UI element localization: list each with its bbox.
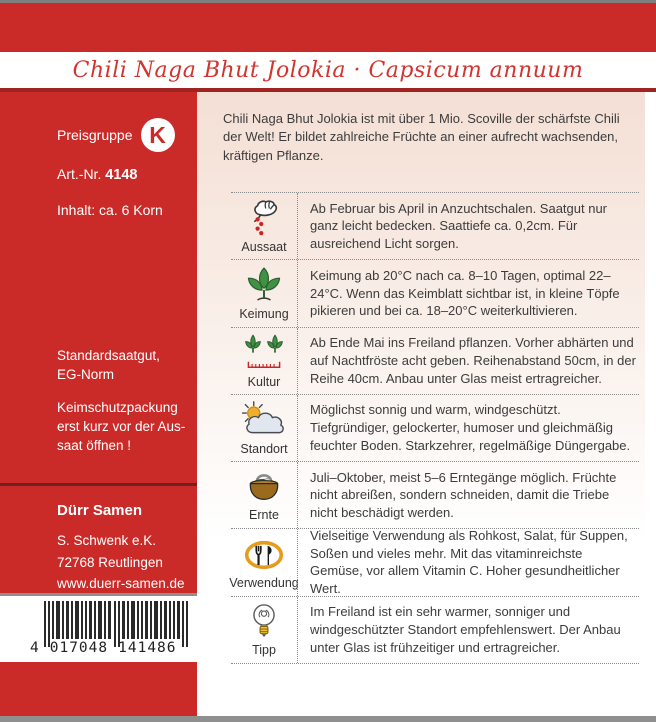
icon-cell [231,395,297,461]
address-line: 72768 Reutlingen [57,554,163,570]
icon-cell [231,529,297,595]
left-sidebar [0,92,197,716]
barcode-digit-group: 4 [30,640,40,656]
row-label: Kultur [247,374,281,389]
germ-protection-line: erst kurz vor der Aus- [57,419,186,434]
intro-paragraph: Chili Naga Bhut Jolokia ist mit über 1 Mio. Scoville der schärfste Chili der Welt! Er bildet zahlreiche Früchte an einer aufrecht wachsenden, kräftigen Pflanze. [223,111,620,163]
icon-cell [231,260,297,326]
address-line: S. Schwenk e.K. [57,533,157,548]
germ-protection-line: saat öffnen ! [57,438,132,453]
barcode-digit-group: 017048 [49,640,109,656]
title-band [0,52,656,88]
row-text: Keimung ab 20°C nach ca. 8–10 Tagen, optimal 22–24°C. Wenn das Keimblatt sichtbar ist, in kleine Töpfe pikieren und bei ca. 18–20°C weiterkultivieren. [310,267,620,319]
bottom-gray-strip [0,716,656,722]
row-label: Ernte [249,508,279,523]
table-row-ernte [231,462,639,529]
row-label: Verwendung [229,575,299,590]
brand-address [57,530,185,595]
row-label: Keimung [239,307,289,322]
brand-name: Dürr Samen [57,502,143,519]
price-group-label: Preisgruppe [57,127,133,143]
row-text-cell [297,529,639,595]
row-text: Im Freiland ist ein sehr warmer, sonniger und windgeschützter Standort empfehlenswert. Der Anbau unter Glas ist frühzeitiger und ertragreicher. [310,604,621,655]
icon-cell [231,597,297,663]
table-row-tipp [231,597,639,664]
row-text-cell [297,395,639,461]
barcode-digits [30,640,190,656]
standard-seed-line: EG-Norm [57,367,114,382]
lightbulb-icon [243,602,285,642]
row-text: Juli–Oktober, meist 5–6 Erntegänge möglich. Früchte nicht abreißen, sondern schneiden, damit die Triebe nicht beschädigt werden. [310,469,617,521]
website-url: www.duerr-samen.de [57,576,185,591]
standard-seed-note [57,346,160,384]
table-row-kultur [231,328,639,395]
row-text: Vielseitige Verwendung als Rohkost, Salat, für Suppen, Soßen und vieles mehr. Mit das vitaminreichste Gemüse, vor allem Vitamin C. Hoher gesundheitlicher Wert. [310,528,628,597]
row-text: Ab Ende Mai ins Freiland pflanzen. Vorher abhärten und auf Nachtfröste acht geben. Reihenabstand 50cm, in der Reihe 40cm. Anbau unter Glas meist ertragreicher. [310,335,636,386]
barcode-panel [0,596,197,662]
row-label: Tipp [252,643,276,658]
row-label: Aussaat [241,240,287,255]
row-text-cell [297,462,639,528]
culture-info-table [231,192,639,664]
article-number-value: 4148 [105,167,138,183]
row-text-cell [297,260,639,326]
germ-protection-line: Keimschutzpackung [57,400,178,415]
plant-spacing-icon [242,333,286,374]
article-number-label: Art.-Nr. [57,166,102,182]
plate-cutlery-icon [241,535,287,575]
table-row-verwendung [231,529,639,596]
harvest-basket-icon [243,468,285,507]
content-quantity: Inhalt: ca. 6 Korn [57,202,163,218]
row-text-cell [297,328,639,394]
icon-cell [231,193,297,259]
row-text: Ab Februar bis April in Anzuchtschalen. Saatgut nur ganz leicht bedecken. Saattiefe ca. 0,2cm. Für ausreichend Licht sorgen. [310,200,608,251]
table-row-aussaat [231,193,639,260]
sun-cloud-icon [241,400,287,441]
price-group-badge: K [141,118,175,152]
header-red-band [0,3,656,52]
barcode-digit-group: 141486 [118,640,177,656]
page-title: Chili Naga Bhut Jolokia · Capsicum annuum [72,57,584,83]
row-label: Standort [240,441,288,456]
article-number [57,166,138,183]
sidebar-divider [0,483,197,486]
table-row-keimung [231,260,639,327]
price-group [57,118,175,152]
icon-cell [231,328,297,394]
sowing-hand-icon [242,198,286,239]
row-text-cell [297,193,639,259]
icon-cell [231,462,297,528]
sprout-icon [242,265,286,306]
right-white-margin [645,92,656,716]
row-text-cell [297,597,639,663]
table-row-standort [231,395,639,462]
row-text: Möglichst sonnig und warm, windgeschützt. Tiefgründiger, gelockerter, humoser und gleichmäßig feuchter Boden. Starkzehrer, regelmäßige Düngergabe. [310,402,631,453]
germ-protection-note [57,398,185,455]
standard-seed-line: Standardsaatgut, [57,348,160,363]
main-content [197,92,645,716]
